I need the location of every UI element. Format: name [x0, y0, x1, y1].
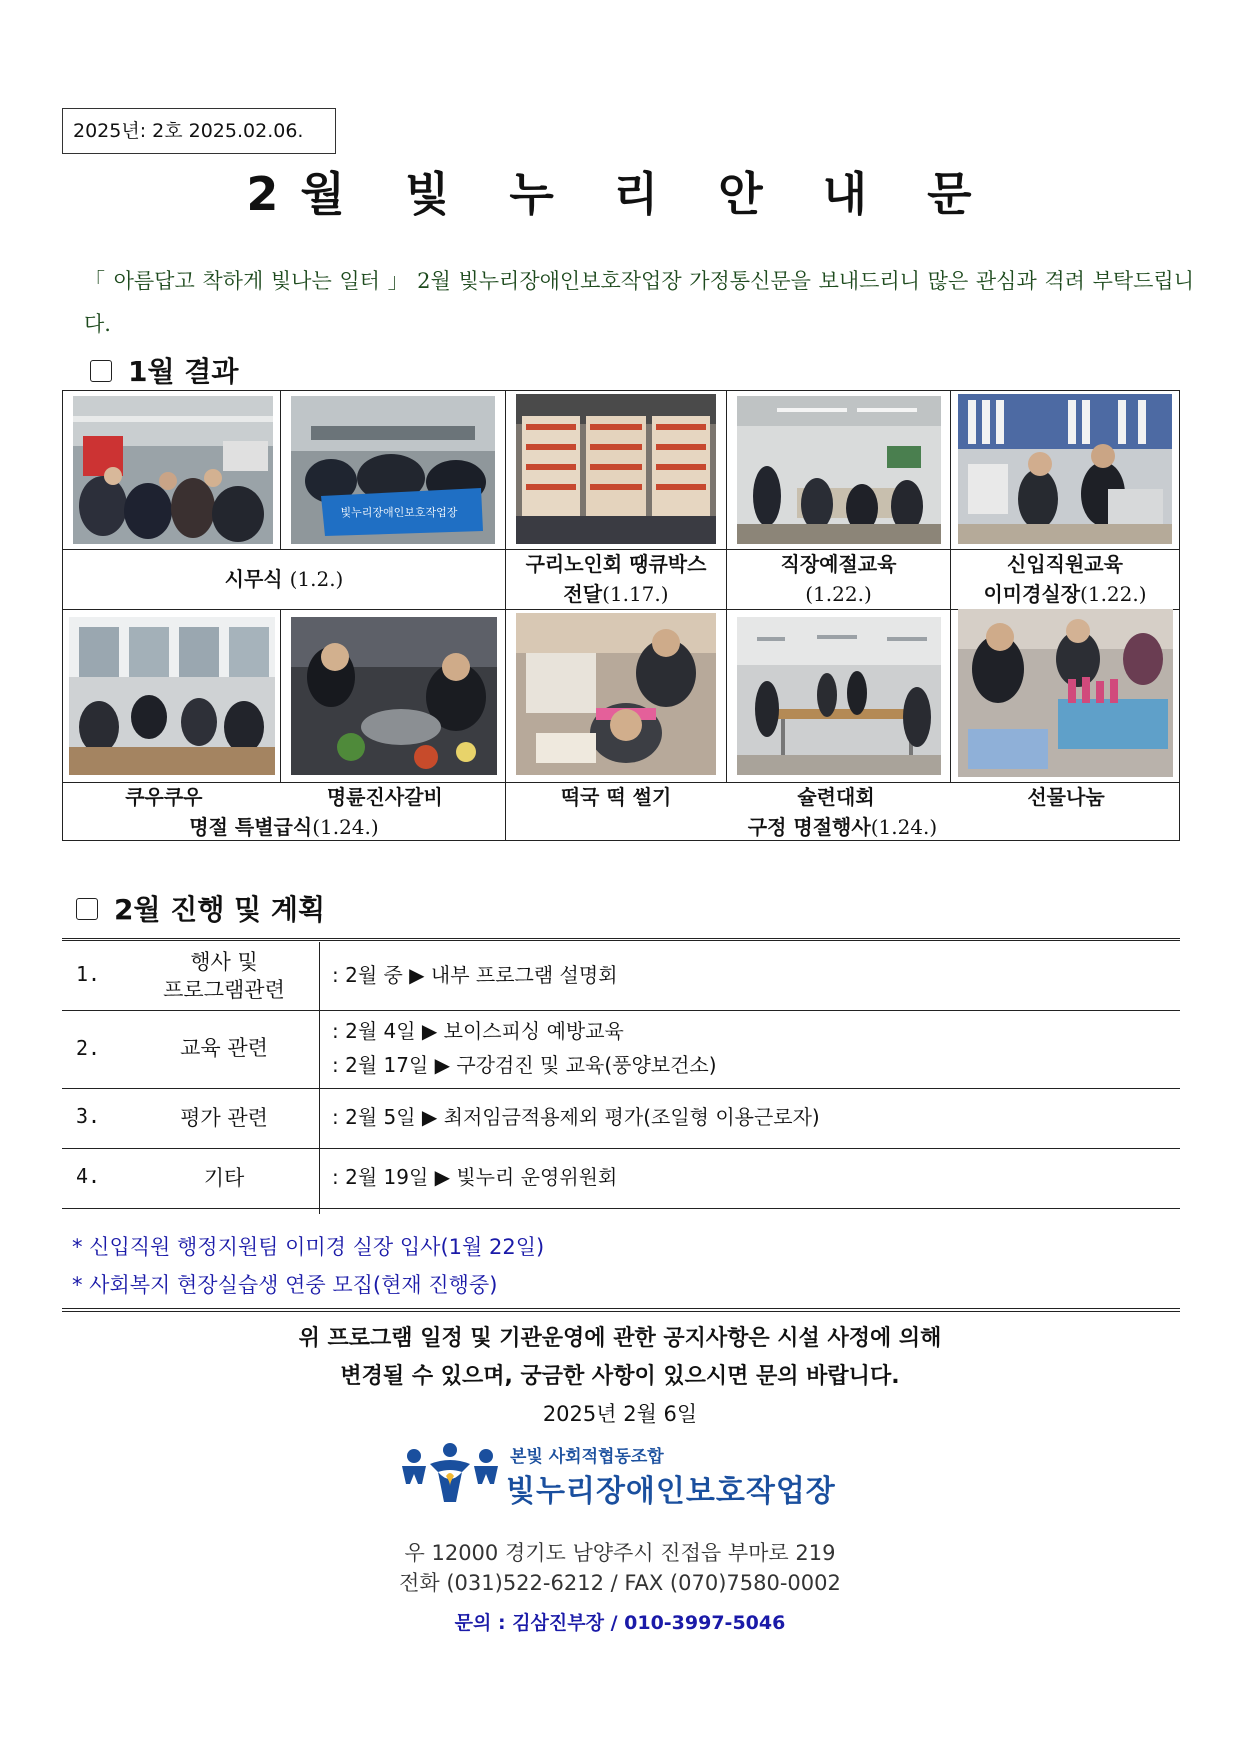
caption-title: 구리노인회 땡큐박스 [525, 552, 707, 576]
caption-date: (1.24.) [312, 815, 379, 839]
photo-tteok [516, 613, 716, 775]
contact: 문의 : 김삼진부장 / 010-3997-5046 [454, 1612, 786, 1634]
row-items: : 2월 4일 ▶ 보이스피싱 예방교육 : 2월 17일 ▶ 구강검진 및 교육(풍양보건소) [332, 1019, 717, 1077]
caption-date: (1.24.) [870, 815, 938, 839]
caption-date: (1.22.) [1080, 582, 1147, 606]
row-items: : 2월 19일 ▶ 빛누리 운영위원회 [332, 1165, 618, 1189]
notes [72, 1228, 544, 1304]
section-1-heading [90, 350, 238, 390]
photo-sinmusik-2 [291, 396, 495, 544]
footer-rule [62, 1308, 1180, 1312]
grid-divider [280, 391, 281, 549]
caption-title: 떡국 떡 썰기 [560, 785, 672, 809]
caption-holiday-meal [63, 782, 505, 842]
row-category: 평가 관련 [180, 1106, 268, 1130]
notice-line-1: 위 프로그램 일정 및 기관운영에 관한 공지사항은 시설 사정에 의해 [298, 1326, 942, 1351]
row-items: : 2월 중 ▶ 내부 프로그램 설명회 [332, 963, 618, 987]
caption-title: 직장예절교육 [780, 552, 897, 576]
address: 우 12000 경기도 남양주시 진접읍 부마로 219 [404, 1541, 836, 1565]
table-row [62, 942, 1180, 1011]
table-row [62, 1148, 1180, 1209]
table-top-rule [62, 938, 1180, 941]
grid-divider [950, 609, 951, 782]
section-2-title: 2월 진행 및 계획 [114, 893, 326, 926]
row-items: : 2월 5일 ▶ 최저임금적용제외 평가(조일형 이용근로자) [332, 1105, 820, 1129]
section-1-title: 1월 결과 [128, 355, 239, 388]
logo-name: 빛누리장애인보호작업장 [506, 1474, 836, 1509]
checkbox-icon [90, 360, 112, 382]
logo-subtitle: 본빛 사회적협동조합 [510, 1447, 664, 1467]
caption-title: 선물나눔 [1027, 785, 1105, 809]
caption-thankyou-box [506, 549, 726, 609]
caption-title: 쿠우쿠우 [125, 785, 203, 809]
row-number: 2. [76, 1036, 101, 1060]
issue-date: 2025년 2월 6일 [542, 1402, 698, 1426]
caption-sub: 명절 특별급식 [189, 815, 313, 839]
plan-table [62, 938, 1180, 1218]
row-number: 3. [76, 1104, 101, 1128]
note-item: * 사회복지 현장실습생 연중 모집(현재 진행중) [72, 1273, 498, 1297]
photo-galbi [291, 617, 497, 775]
caption-date: (1.17.) [602, 582, 669, 606]
phone-fax: 전화 (031)522-6212 / FAX (070)7580-0002 [399, 1571, 841, 1595]
caption-title: 명륜진사갈비 [326, 785, 443, 809]
caption-title: 슐련대회 [797, 785, 875, 809]
caption-date: (1.2.) [289, 567, 344, 591]
row-number: 4. [76, 1164, 101, 1188]
photo-etiquette [737, 396, 941, 544]
photo-gift [958, 609, 1173, 777]
row-number: 1. [76, 962, 101, 986]
checkbox-icon [76, 898, 98, 920]
photo-grid [62, 390, 1180, 841]
row-category: 행사 및 프로그램관련 [163, 950, 285, 1002]
caption-etiquette [727, 549, 950, 609]
notice-line-2: 변경될 수 있으며, 궁금한 사항이 있으시면 문의 바랍니다. [340, 1364, 900, 1389]
caption-title: 시무식 [224, 567, 283, 591]
caption-newstaff [951, 549, 1179, 609]
photo-thankyou-box [516, 394, 716, 544]
caption-date: (1.22.) [805, 582, 872, 606]
issue-number: 2025년: 2호 2025.02.06. [62, 108, 336, 154]
row-category: 교육 관련 [180, 1036, 268, 1060]
section-2-heading [76, 888, 325, 928]
photo-kukuku [69, 617, 275, 775]
caption-sub: 전달 [563, 582, 603, 606]
row-category: 기타 [203, 1166, 245, 1190]
intro-paragraph: 「 아름답고 착하게 빛나는 일터 」 2월 빛누리장애인보호작업장 가정통신문을 보내드리니 많은 관심과 격려 부탁드립니다. [84, 269, 1194, 336]
people-icon [400, 1442, 500, 1506]
caption-title: 신입직원교육 [1007, 552, 1123, 576]
note-item: * 신입직원 행정지원팀 이미경 실장 입사(1월 22일) [72, 1235, 545, 1259]
photo-sinmusik-1 [73, 396, 273, 544]
caption-sub: 이미경실장 [983, 582, 1081, 606]
table-row [62, 1010, 1180, 1089]
photo-newstaff [958, 394, 1172, 544]
organization-logo [400, 1440, 840, 1510]
photo-contest [737, 617, 941, 775]
table-row [62, 1088, 1180, 1149]
grid-divider [280, 609, 281, 782]
caption-sub: 구정 명절행사 [747, 815, 871, 839]
caption-sinmusik [63, 549, 505, 609]
grid-divider [726, 609, 727, 782]
page-title: 2월 빛 누 리 안 내 문 [246, 167, 994, 221]
banner-text: 빛누리장애인보호작업장 [340, 506, 458, 519]
caption-holiday-event [506, 782, 1179, 842]
